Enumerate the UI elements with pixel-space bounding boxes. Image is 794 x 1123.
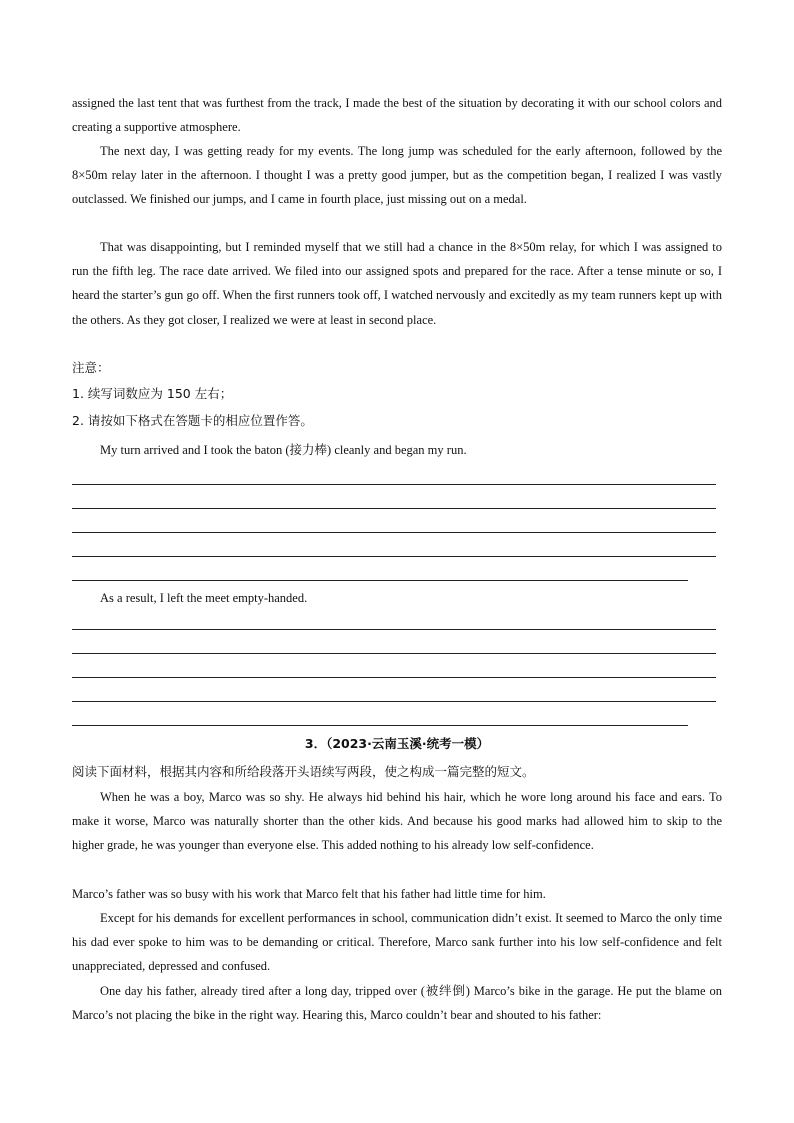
notes-item-2: 2. 请按如下格式在答题卡的相应位置作答。 [72, 413, 313, 428]
notes-title: 注意： [72, 360, 110, 375]
passage-paragraph-1: The next day, I was getting ready for my events. The long jump was scheduled for the early afternoon, followed by the 8×50m relay later in the afternoon. I thought I was a pretty good jumper, but as the competition began, I realized I was vastly outclassed. We finished our jumps, and I came in fourth place, just missing out on a medal. [72, 144, 722, 207]
answer-line [72, 580, 688, 581]
passage-paragraph-0: assigned the last tent that was furthest from the track, I made the best of the situation by decorating it with our school colors and creating a supportive atmosphere. [72, 96, 722, 135]
answer-line [72, 532, 716, 533]
question-3-heading: 3．（2023·云南玉溪·统考一模） [304, 736, 490, 751]
answer-line [72, 484, 716, 485]
answer-line [72, 629, 716, 630]
answer-line [72, 508, 716, 509]
prompt-first: My turn arrived and I took the baton (接力棒) cleanly and began my run. [100, 443, 467, 457]
notes-item-1: 1. 续写词数应为 150 左右； [72, 386, 233, 401]
passage-paragraph-2: That was disappointing, but I reminded myself that we still had a chance in the 8×50m relay, for which I was assigned to run the fifth leg. The race date arrived. We filed into our assigned spots and prepared for the race. After a tense minute or so, I heard the starter’s gun go off. When the first runners took off, I watched nervously and excitedly as my team runners kept up with the others. As they got closer, I realized we were at least in second place. [72, 240, 722, 327]
story-paragraph-3: Except for his demands for excellent performances in school, communication didn’t exist. It seemed to Marco the only time his dad ever spoke to him was to be demanding or critical. Therefore, Marco sank further into his low self-confidence and felt unappreciated, depressed and confused. [72, 911, 722, 974]
answer-line [72, 653, 716, 654]
story-paragraph-4: One day his father, already tired after a long day, tripped over (被绊倒) Marco’s bike in the garage. He put the blame on Marco’s not placing the bike in the right way. Hearing this, Marco couldn’t bear and shouted to his father: [72, 984, 722, 1023]
question-3-instruction: 阅读下面材料，根据其内容和所给段落开头语续写两段，使之构成一篇完整的短文。 [72, 764, 535, 779]
answer-line [72, 725, 688, 726]
answer-line [72, 701, 716, 702]
answer-line [72, 677, 716, 678]
prompt-second: As a result, I left the meet empty-handed. [100, 591, 308, 605]
answer-line [72, 556, 716, 557]
story-paragraph-2: Marco’s father was so busy with his work that Marco felt that his father had little time for him. [72, 887, 546, 901]
story-paragraph-1: When he was a boy, Marco was so shy. He always hid behind his hair, which he wore long around his face and ears. To make it worse, Marco was naturally shorter than the other kids. And because his good marks had allowed him to skip to the higher grade, he was younger than everyone else. This added nothing to his already low self-confidence. [72, 790, 722, 853]
